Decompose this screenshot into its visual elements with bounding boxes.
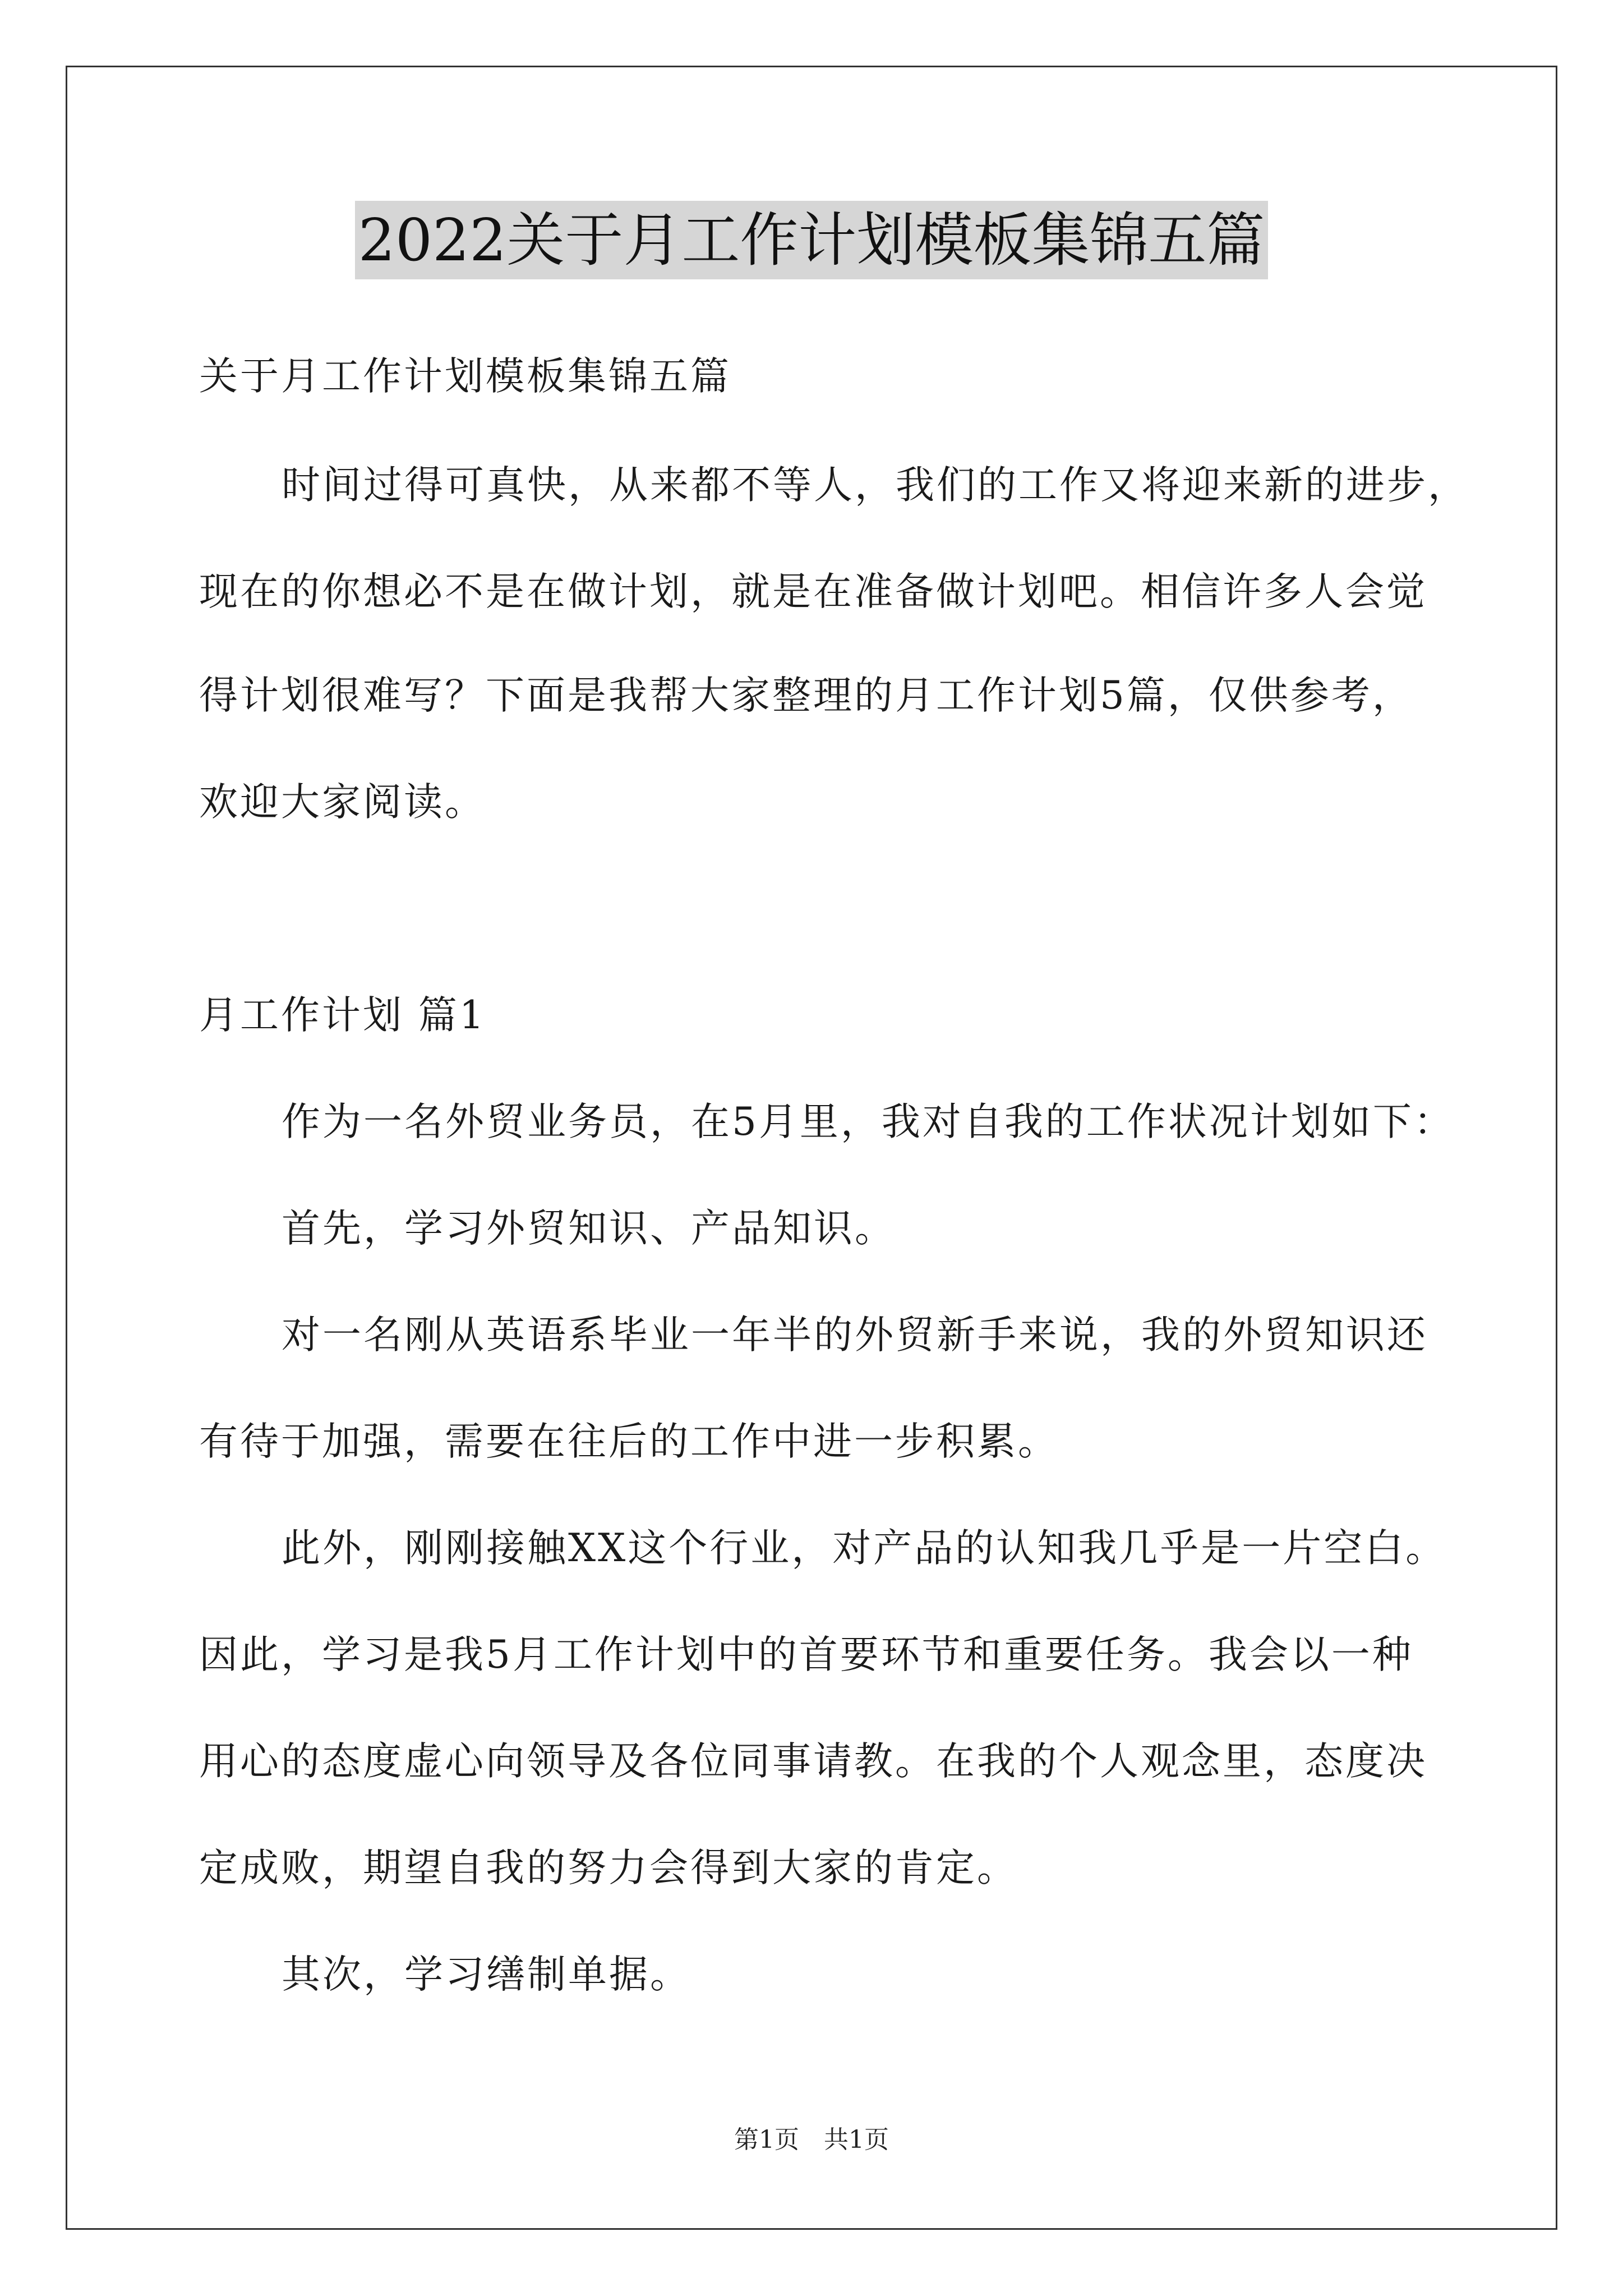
intro-line: 现在的你想必不是在做计划，就是在准备做计划吧。相信许多人会觉 (199, 569, 1427, 614)
body-line: 首先，学习外贸知识、产品知识。 (282, 1206, 896, 1251)
body-line: 定成败，期望自我的努力会得到大家的肯定。 (199, 1846, 1018, 1890)
body-line: 对一名刚从英语系毕业一年半的外贸新手来说，我的外贸知识还 (282, 1313, 1428, 1358)
body-line: 作为一名外贸业务员，在5月里，我对自我的工作状况计划如下： (282, 1099, 1455, 1144)
intro-line: 时间过得可真快，从来都不等人，我们的工作又将迎来新的进步， (282, 463, 1469, 508)
page-footer (0, 2123, 1623, 2157)
intro-line: 欢迎大家阅读。 (199, 780, 486, 825)
page-total: 共1页 (824, 2125, 889, 2154)
body-line: 此外，刚刚接触XX这个行业，对产品的认知我几乎是一片空白。 (282, 1526, 1447, 1571)
section-heading: 月工作计划 篇1 (199, 993, 486, 1038)
title-block (0, 201, 1623, 279)
body-line: 因此，学习是我5月工作计划中的首要环节和重要任务。我会以一种 (199, 1632, 1413, 1677)
page-number: 第1页 (734, 2125, 799, 2154)
document-title: 2022关于月工作计划模板集锦五篇 (355, 201, 1269, 279)
body-line: 用心的态度虚心向领导及各位同事请教。在我的个人观念里，态度决 (199, 1739, 1427, 1784)
body-line: 有待于加强，需要在往后的工作中进一步积累。 (199, 1419, 1059, 1464)
intro-line: 得计划很难写？下面是我帮大家整理的月工作计划5篇，仅供参考， (199, 673, 1413, 718)
document-subtitle: 关于月工作计划模板集锦五篇 (199, 354, 731, 399)
body-line: 其次，学习缮制单据。 (282, 1952, 691, 1997)
